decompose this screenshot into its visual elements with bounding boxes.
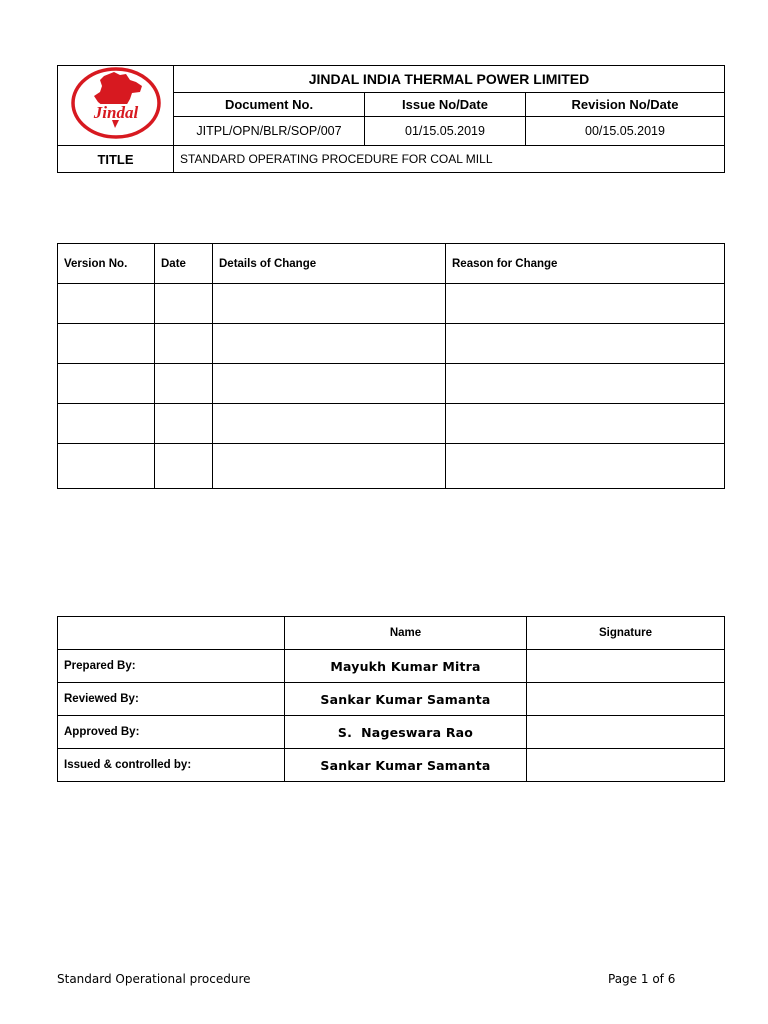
date-header: Date bbox=[155, 244, 213, 284]
table-row bbox=[58, 404, 725, 444]
name-cell: Sankar Kumar Samanta bbox=[285, 683, 527, 716]
reason-cell bbox=[446, 364, 725, 404]
table-row bbox=[58, 324, 725, 364]
name-header: Name bbox=[285, 617, 527, 650]
footer-page-number: Page 1 of 6 bbox=[608, 972, 676, 986]
version-cell bbox=[58, 324, 155, 364]
table-row bbox=[58, 716, 725, 749]
change-log-table bbox=[57, 243, 725, 489]
details-header: Details of Change bbox=[213, 244, 446, 284]
name-cell: Mayukh Kumar Mitra bbox=[285, 650, 527, 683]
date-cell bbox=[155, 324, 213, 364]
name-cell: S. Nageswara Rao bbox=[285, 716, 527, 749]
reason-cell bbox=[446, 324, 725, 364]
table-row bbox=[58, 364, 725, 404]
date-cell bbox=[155, 284, 213, 324]
document-no-value: JITPL/OPN/BLR/SOP/007 bbox=[174, 117, 365, 146]
date-cell bbox=[155, 364, 213, 404]
reason-cell bbox=[446, 284, 725, 324]
jindal-logo bbox=[70, 66, 162, 140]
table-row bbox=[58, 749, 725, 782]
name-cell: Sankar Kumar Samanta bbox=[285, 749, 527, 782]
approval-table bbox=[57, 616, 725, 782]
document-no-header: Document No. bbox=[174, 92, 365, 117]
table-row bbox=[58, 650, 725, 683]
version-no-header: Version No. bbox=[58, 244, 155, 284]
signature-cell bbox=[527, 683, 725, 716]
details-cell bbox=[213, 364, 446, 404]
role-header bbox=[58, 617, 285, 650]
role-cell: Approved By: bbox=[58, 716, 285, 749]
reason-cell bbox=[446, 444, 725, 489]
company-logo-cell bbox=[58, 66, 174, 146]
reason-cell bbox=[446, 404, 725, 444]
role-cell: Issued & controlled by: bbox=[58, 749, 285, 782]
signature-cell bbox=[527, 716, 725, 749]
role-cell: Reviewed By: bbox=[58, 683, 285, 716]
revision-no-value: 00/15.05.2019 bbox=[526, 117, 725, 146]
version-cell bbox=[58, 284, 155, 324]
issue-no-header: Issue No/Date bbox=[365, 92, 526, 117]
reason-header: Reason for Change bbox=[446, 244, 725, 284]
table-row bbox=[58, 444, 725, 489]
document-header-table bbox=[57, 65, 725, 173]
footer-document-type: Standard Operational procedure bbox=[57, 972, 251, 986]
logo-wordmark: Jindal bbox=[93, 103, 138, 122]
version-cell bbox=[58, 444, 155, 489]
revision-no-header: Revision No/Date bbox=[526, 92, 725, 117]
date-cell bbox=[155, 444, 213, 489]
role-cell: Prepared By: bbox=[58, 650, 285, 683]
title-label: TITLE bbox=[58, 146, 174, 173]
details-cell bbox=[213, 324, 446, 364]
title-value: STANDARD OPERATING PROCEDURE FOR COAL MILL bbox=[174, 146, 725, 173]
table-row bbox=[58, 284, 725, 324]
signature-cell bbox=[527, 749, 725, 782]
details-cell bbox=[213, 404, 446, 444]
version-cell bbox=[58, 404, 155, 444]
signature-header: Signature bbox=[527, 617, 725, 650]
version-cell bbox=[58, 364, 155, 404]
signature-cell bbox=[527, 650, 725, 683]
change-log-header-row bbox=[58, 244, 725, 284]
issue-no-value: 01/15.05.2019 bbox=[365, 117, 526, 146]
details-cell bbox=[213, 444, 446, 489]
company-name: JINDAL INDIA THERMAL POWER LIMITED bbox=[174, 66, 725, 93]
approval-header-row bbox=[58, 617, 725, 650]
table-row bbox=[58, 683, 725, 716]
details-cell bbox=[213, 284, 446, 324]
date-cell bbox=[155, 404, 213, 444]
